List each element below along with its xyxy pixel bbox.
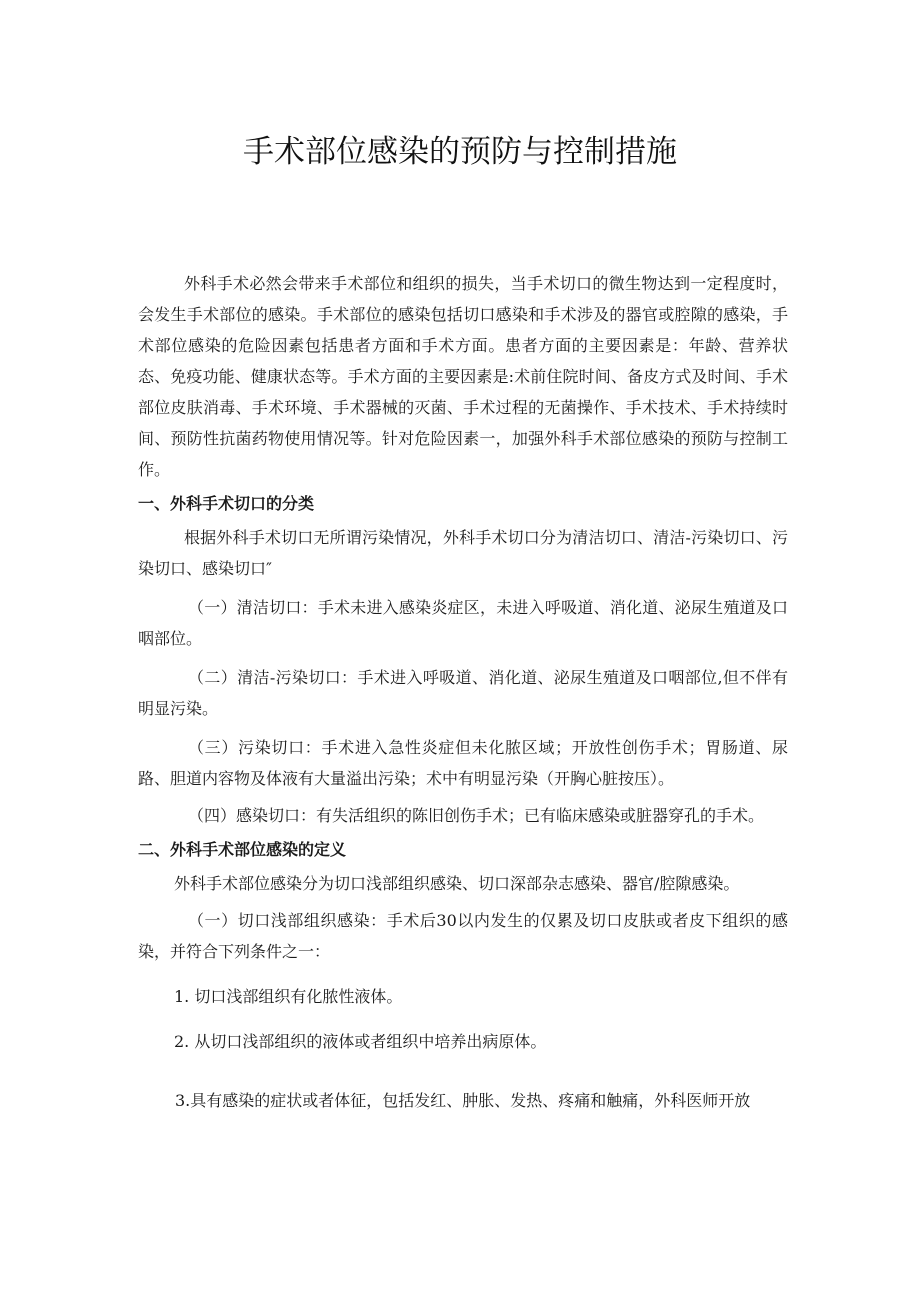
section-1-intro: 根据外科手术切口无所谓污染情况，外科手术切口分为清洁切口、清洁-污染切口、污染切口、感染切口″ xyxy=(138,528,788,578)
list-item: 2. 从切口浅部组织的液体或者组织中培养出病原体。 xyxy=(174,1032,547,1051)
list-item: 3.具有感染的症状或者体征，包括发红、肿胀、发热、疼痛和触痛，外科医师开放 xyxy=(175,1091,751,1110)
document-title: 手术部位感染的预防与控制措施 xyxy=(243,134,677,170)
section-1-item-4: （四）感染切口：有失活组织的陈旧创伤手术；已有临床感染或脏器穿孔的手术。 xyxy=(188,806,765,825)
section-2-item-1: （一）切口浅部组织感染：手术后30以内发生的仅累及切口皮肤或者皮下组织的感染，并符合下列条件之一： xyxy=(138,911,788,961)
section-1-item-3: （三）污染切口：手术进入急性炎症但未化脓区域；开放性创伤手术；胃肠道、尿路、胆道内容物及体液有大量溢出污染；术中有明显污染（开胸心脏按压）。 xyxy=(138,738,788,788)
section-2-intro: 外科手术部位感染分为切口浅部组织感染、切口深部杂志感染、器官/腔隙感染。 xyxy=(174,874,740,893)
section-1-item-2: （二）清洁-污染切口：手术进入呼吸道、消化道、泌尿生殖道及口咽部位,但不伴有明显污染。 xyxy=(138,668,788,718)
list-item: 1. 切口浅部组织有化脓性液体。 xyxy=(174,987,403,1006)
document-body xyxy=(138,268,788,1116)
section-1-item-1: （一）清洁切口：手术未进入感染炎症区，未进入呼吸道、消化道、泌尿生殖道及口咽部位。 xyxy=(138,598,788,648)
intro-paragraph: 外科手术必然会带来手术部位和组织的损失，当手术切口的微生物达到一定程度时，会发生手术部位的感染。手术部位的感染包括切口感染和手术涉及的器官或腔隙的感染，手术部位感染的危险因素包括患者方面和手术方面。患者方面的主要因素是：年龄、营养状态、免疫功能、健康状态等。手术方面的主要因素是:术前住院时间、备皮方式及时间、手术部位皮肤消毒、手术环境、手术器械的灭菌、手术过程的无菌操作、手术技术、手术持续时间、预防性抗菌药物使用情况等。针对危险因素一，加强外科手术部位感染的预防与控制工作。 xyxy=(138,274,788,479)
section-1-heading: 一、外科手术切口的分类 xyxy=(138,494,315,513)
section-2-heading: 二、外科手术部位感染的定义 xyxy=(138,840,347,859)
